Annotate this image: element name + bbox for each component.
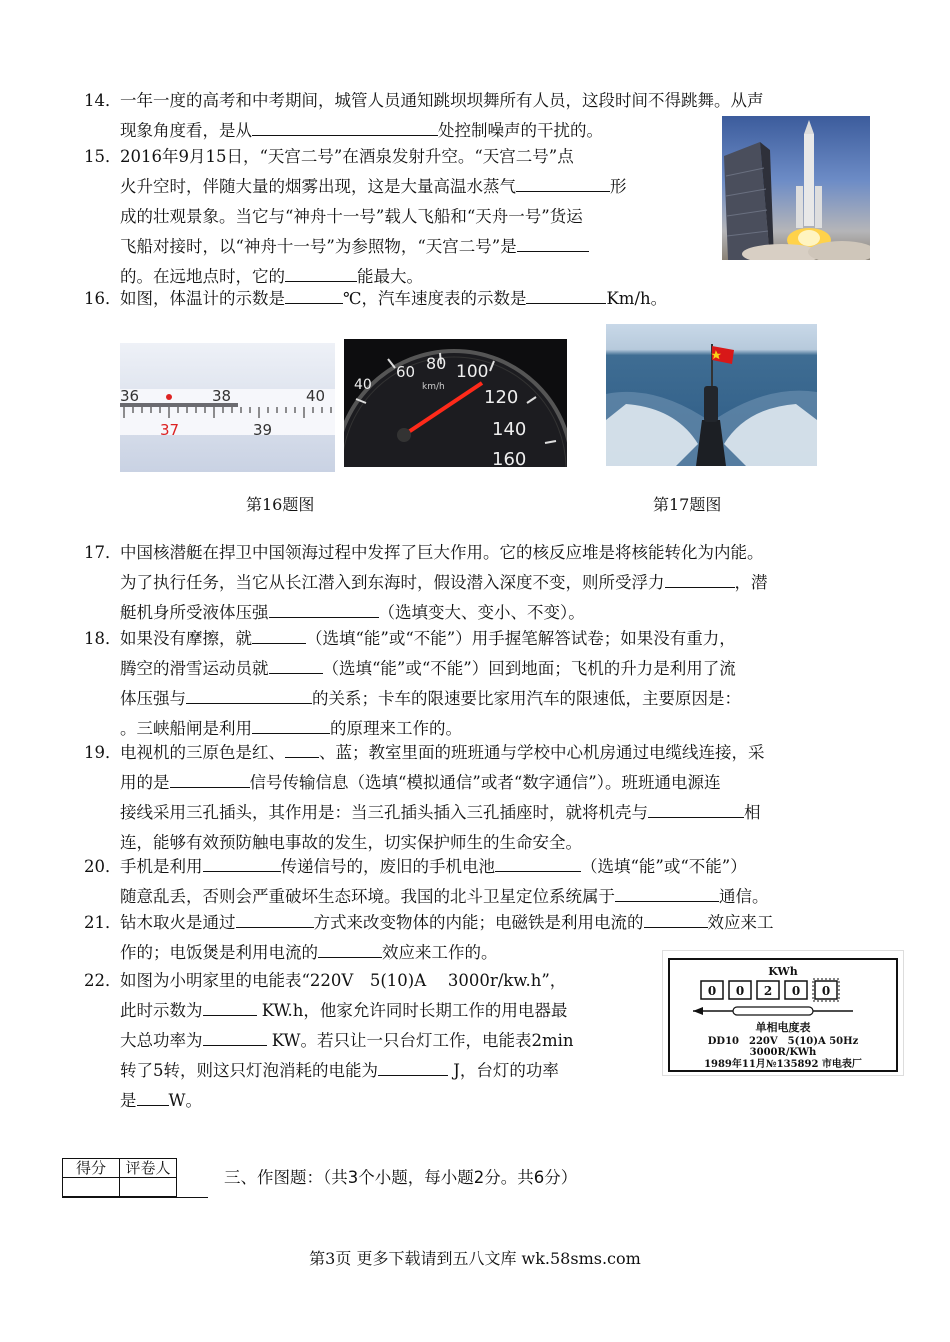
meter-maker: 1989年11月№135892 市电表厂 [704,1059,862,1070]
figure-17-caption: 第17题图 [653,495,722,514]
answer-blank[interactable] [269,599,379,618]
answer-blank[interactable] [648,799,744,818]
meter-title: 单相电度表 [755,1021,811,1034]
rocket-launch-image [722,116,870,260]
submarine-image [606,324,817,466]
speedometer-image [344,339,567,467]
answer-blank[interactable] [318,939,382,958]
speedo-unit: km/h [422,382,445,392]
question-21: 21．钻木取火是通过 方式来改变物体的内能；电磁铁是利用电流的 效应来工 作的；电饭煲是利用电流的 效应来工作的。 [84,908,774,968]
question-17: 17．中国核潜艇在捍卫中国领海过程中发挥了巨大作用。它的核反应堆是将核能转化为内能。 为了执行任务，当它从长江潜入到东海时，假设潜入深度不变，则所受浮力 ，潜 艇机身所受液体压强 （选填变大、变小、不变）。 [84,543,768,622]
question-16: 16．如图，体温计的示数是 ℃，汽车速度表的示数是 Km/h。 [84,284,667,314]
question-19: 19．电视机的三原色是红、 、蓝；教室里面的班班通与学校中心机房通过电缆线连接，采 用的是 信号传输信息（选填“模拟通信”或者“数字通信”）。班班通电源连 接线采用三孔插头，其作用是：当三孔插头插入三孔插座时，就将机壳与 相 连，能够有效预防触电事故的发生，切实保护师生的生命安全。 [84,738,765,858]
answer-blank[interactable] [137,1087,169,1106]
thermo-label-40: 40 [306,387,326,405]
answer-blank[interactable] [203,1027,267,1046]
thermo-label-38: 38 [212,387,232,405]
question-15: 15．2016年9月15日，“天宫二号”在酒泉发射升空。“天宫二号”点 火升空时，伴随大量的烟雾出现，这是大量高温水蒸气 形 成的壮观景象。当它与“神舟十一号”载人飞船和“天舟一号”货运 飞船对接时，以“神舟十一号”为参照物，“天宫二号”是 的。在远地点时，它的 能最大。 [84,147,627,286]
answer-blank[interactable] [615,883,719,902]
thermo-label-37: 37 [160,421,180,439]
divider [62,1197,208,1198]
score-cell[interactable] [63,1178,120,1197]
answer-blank[interactable] [495,853,581,872]
score-table [62,1158,177,1197]
meter-revolutions: 3000R/KWh [749,1047,817,1058]
answer-blank[interactable] [252,715,330,734]
thermo-label-36: 36 [120,387,140,405]
answer-blank[interactable] [203,853,281,872]
electricity-meter-image [662,950,904,1076]
answer-blank[interactable] [170,769,250,788]
answer-blank[interactable] [252,625,306,644]
answer-blank[interactable] [665,569,735,588]
answer-blank[interactable] [252,117,438,136]
speedo-label-80: 80 [426,354,447,373]
answer-blank[interactable] [236,909,314,928]
question-18: 18．如果没有摩擦，就 （选填“能”或“不能”）用手握笔解答试卷；如果没有重力， 腾空的滑雪运动员就 （选填“能”或“不能”）回到地面；飞机的升力是利用了流 体压强与 的关系；卡车的限速要比家用汽车的限速低，主要原因是： 。三峡船闸是利用 的原理来工作的。 [84,624,741,744]
meter-unit: KWh [768,965,798,978]
speedo-label-100: 100 [456,362,489,382]
answer-blank[interactable] [186,685,312,704]
answer-blank[interactable] [285,263,357,282]
thermometer-image [120,343,335,472]
answer-blank[interactable] [378,1057,448,1076]
answer-blank[interactable] [285,739,319,758]
meter-digit-5: 0 [821,984,831,998]
speedo-label-160: 160 [492,449,527,467]
grader-header: 评卷人 [120,1159,177,1178]
meter-digit-3: 2 [763,984,773,998]
meter-spec: DD10 220V 5(10)A 50Hz [707,1036,859,1047]
grader-cell[interactable] [120,1178,177,1197]
answer-blank[interactable] [517,233,589,252]
question-22: 22．如图为小明家里的电能表“220V 5(10)A 3000r/kw.h”， 此时示数为 KW.h，他家允许同时长期工作的用电器最 大总功率为 KW。若只让一只台灯工作，电能表2min 转了5转，则这只灯泡消耗的电能为 J，台灯的功率 是 W。 [84,971,574,1110]
meter-digit-4: 0 [791,984,801,998]
figure-16-caption: 第16题图 [246,495,315,514]
thermo-label-39: 39 [253,421,273,439]
answer-blank[interactable] [203,997,257,1016]
answer-blank[interactable] [269,655,323,674]
answer-blank[interactable] [526,285,606,304]
score-header: 得分 [63,1159,120,1178]
speedo-label-140: 140 [492,419,527,440]
speedo-label-40: 40 [354,377,372,393]
answer-blank[interactable] [644,909,708,928]
page-footer: 第3页 更多下载请到五八文库 wk.58sms.com [309,1249,641,1268]
answer-blank[interactable] [285,285,343,304]
question-14: 14．一年一度的高考和中考期间，城管人员通知跳坝坝舞所有人员，这段时间不得跳舞。从声 现象角度看，是从 处控制噪声的干扰的。 [84,91,764,140]
answer-blank[interactable] [516,173,610,192]
section-3-heading: 三、作图题：（共3个小题，每小题2分。共6分） [224,1168,578,1187]
meter-digit-2: 0 [735,984,745,998]
meter-digit-1: 0 [707,984,717,998]
speedo-label-120: 120 [484,387,519,408]
question-20: 20．手机是利用 传递信号的，废旧的手机电池 （选填“能”或“不能”） 随意乱丢，否则会严重破坏生态环境。我国的北斗卫星定位系统属于 通信。 [84,852,769,912]
speedo-label-60: 60 [396,363,416,381]
